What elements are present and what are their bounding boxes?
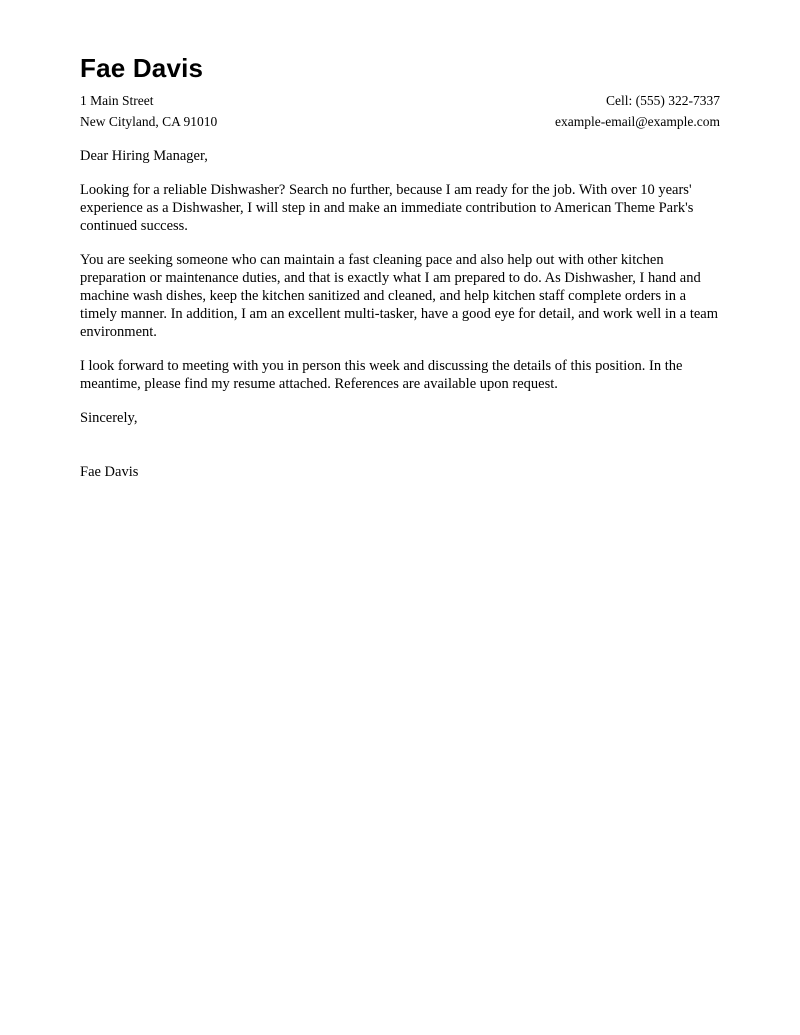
address-line-2: New Cityland, CA 91010 [80,114,218,129]
contact-row-1 [80,90,720,111]
cover-letter-page [80,48,720,481]
salutation: Dear Hiring Manager, [80,148,208,164]
phone-number: Cell: (555) 322-7337 [606,93,720,108]
applicant-name: Fae Davis [80,53,204,83]
email-address: example-email@example.com [555,114,720,129]
body-paragraph-2: You are seeking someone who can maintain a fast cleaning pace and also help out with other kitchen preparation or maintenance duties, and that is exactly what I am prepared to do. As Dishwasher, I hand and machine wash dishes, keep the kitchen sanitized and cleaned, and help kitchen staff complete orders in a timely manner. In addition, I am an excellent multi-tasker, have a good eye for detail, and work well in a team environment. [80,252,719,340]
closing: Sincerely, [80,410,138,426]
contact-row-2 [80,111,720,132]
signature-name: Fae Davis [80,464,139,480]
body-paragraph-3: I look forward to meeting with you in person this week and discussing the details of this position. In the meantime, please find my resume attached. References are available upon request. [80,358,683,392]
body-paragraph-1: Looking for a reliable Dishwasher? Search no further, because I am ready for the job. With over 10 years' experience as a Dishwasher, I will step in and make an immediate contribution to American Theme Park's continued success. [80,182,694,234]
address-line-1: 1 Main Street [80,93,154,108]
